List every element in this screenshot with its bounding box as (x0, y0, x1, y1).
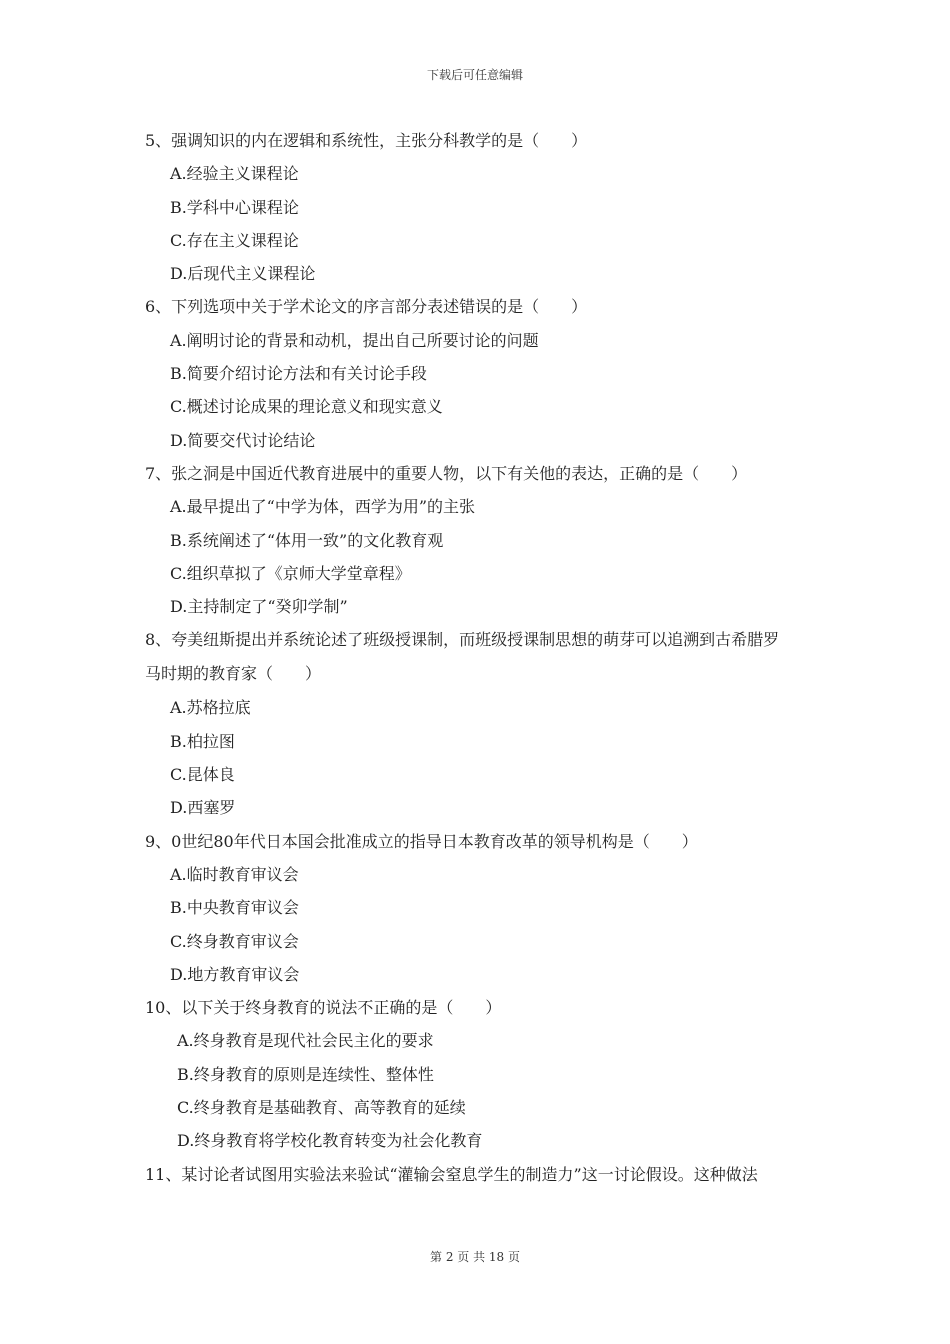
question-10-option-c: C.终身教育是基础教育、高等教育的延续 (177, 1098, 466, 1118)
page-header: 下载后可任意编辑 (426, 68, 523, 82)
question-8-option-d: D.西塞罗 (170, 798, 236, 818)
question-6-option-a: A.阐明讨论的背景和动机，提出自己所要讨论的问题 (170, 330, 539, 350)
question-5-option-b: B.学科中心课程论 (170, 197, 299, 217)
question-10-option-d: D.终身教育将学校化教育转变为社会化教育 (177, 1131, 483, 1151)
question-9-stem: 9、0世纪80年代日本国会批准成立的指导日本教育改革的领导机构是（ ） (145, 831, 698, 851)
question-7-option-b: B.系统阐述了“体用一致”的文化教育观 (170, 530, 444, 550)
question-7-option-c: C.组织草拟了《京师大学堂章程》 (170, 563, 411, 583)
question-7-stem: 7、张之洞是中国近代教育进展中的重要人物，以下有关他的表达，正确的是（ ） (145, 463, 748, 483)
question-6-option-c: C.概述讨论成果的理论意义和现实意义 (170, 397, 443, 417)
question-8-option-b: B.柏拉图 (170, 731, 235, 751)
question-8-stem-line-1: 8、夸美纽斯提出并系统论述了班级授课制，而班级授课制思想的萌芽可以追溯到古希腊罗 (145, 630, 780, 650)
question-9-option-b: B.中央教育审议会 (170, 898, 299, 918)
question-7-option-a: A.最早提出了“中学为体，西学为用”的主张 (170, 497, 476, 517)
question-6-stem: 6、下列选项中关于学术论文的序言部分表述错误的是（ ） (145, 297, 588, 317)
question-9-option-d: D.地方教育审议会 (170, 964, 300, 984)
question-11-stem: 11、某讨论者试图用实验法来验试“灌输会窒息学生的制造力”这一讨论假设。这种做法 (145, 1164, 758, 1184)
page-footer: 第 2 页 共 18 页 (430, 1250, 520, 1264)
question-10-option-a: A.终身教育是现代社会民主化的要求 (177, 1031, 434, 1051)
question-5-option-d: D.后现代主义课程论 (170, 264, 316, 284)
question-8-option-c: C.昆体良 (170, 765, 235, 785)
question-7-option-d: D.主持制定了“癸卯学制” (170, 597, 348, 617)
question-8-option-a: A.苏格拉底 (170, 698, 251, 718)
question-10-option-b: B.终身教育的原则是连续性、整体性 (177, 1064, 434, 1084)
question-9-option-a: A.临时教育审议会 (170, 864, 299, 884)
question-8-stem-line-2: 马时期的教育家（ ） (145, 664, 322, 684)
question-6-option-b: B.简要介绍讨论方法和有关讨论手段 (170, 364, 427, 384)
question-6-option-d: D.简要交代讨论结论 (170, 430, 316, 450)
question-list (145, 124, 825, 1191)
question-9-option-c: C.终身教育审议会 (170, 931, 299, 951)
question-10-stem: 10、以下关于终身教育的说法不正确的是（ ） (145, 998, 502, 1018)
question-5-option-c: C.存在主义课程论 (170, 230, 299, 250)
question-5-option-a: A.经验主义课程论 (170, 164, 299, 184)
question-5-stem: 5、强调知识的内在逻辑和系统性，主张分科教学的是（ ） (145, 131, 588, 150)
